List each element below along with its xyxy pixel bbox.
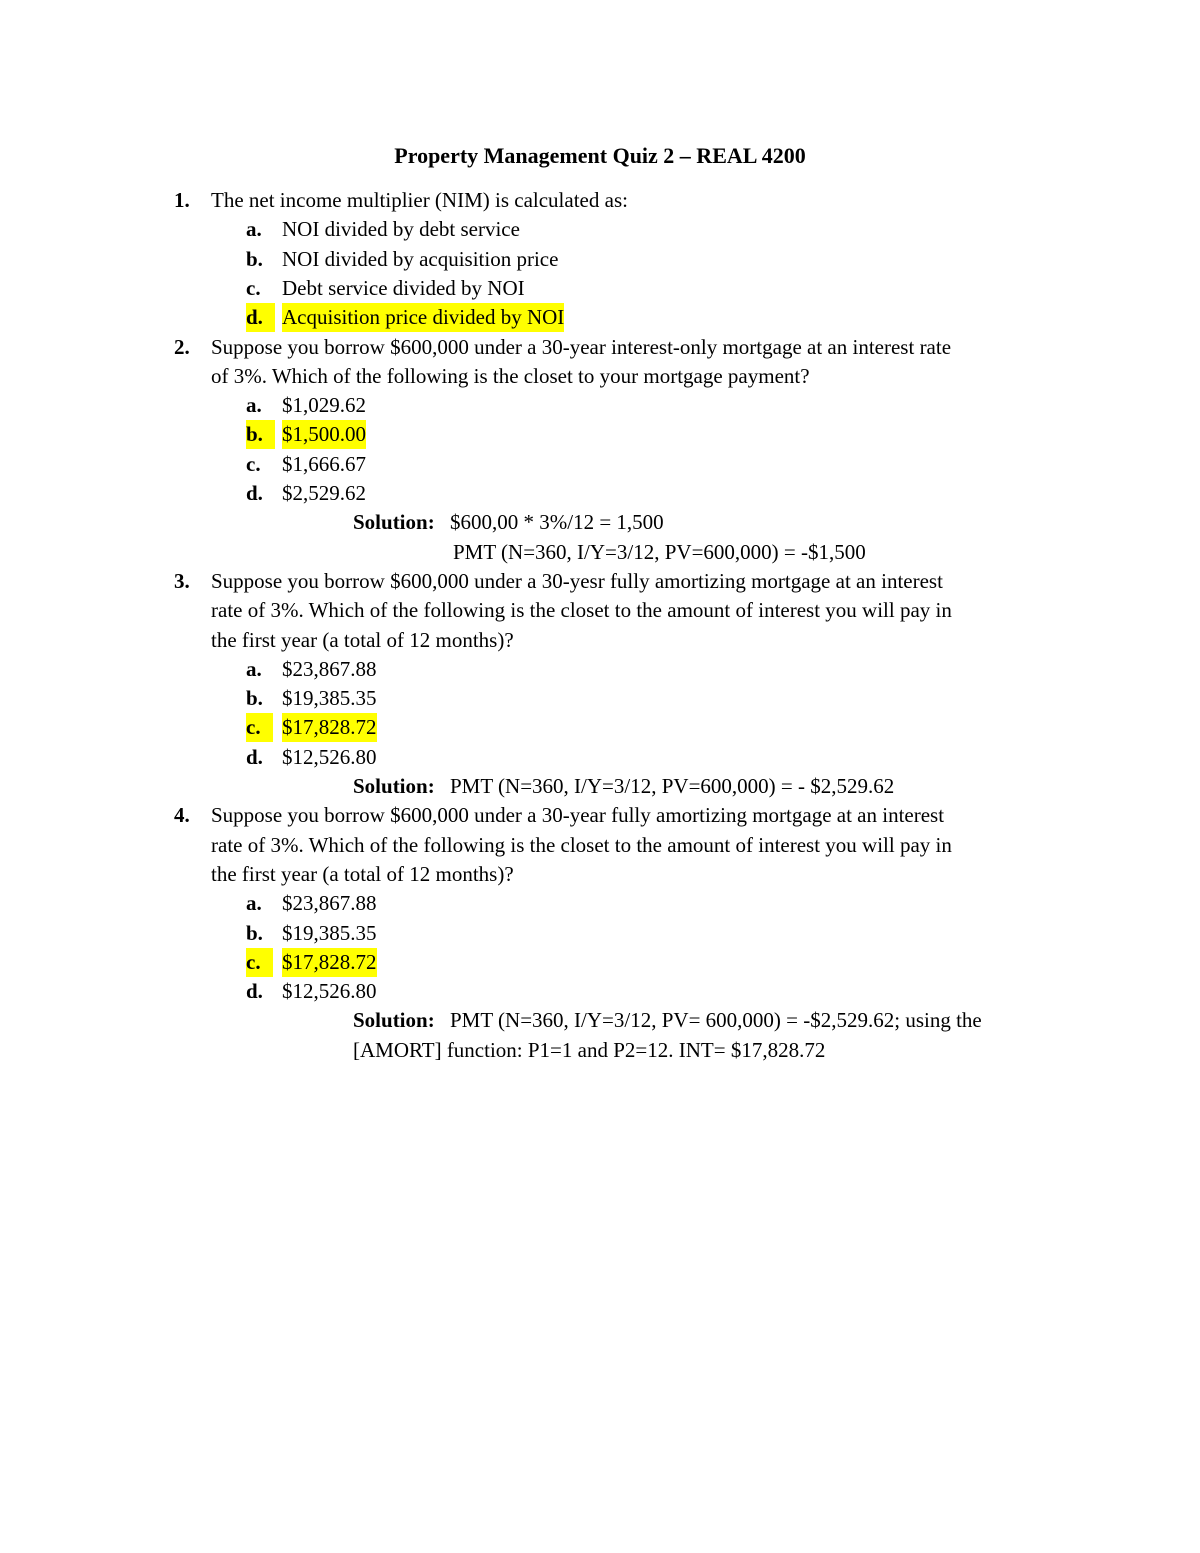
answer-option xyxy=(0,889,1200,918)
answer-option xyxy=(0,450,1200,479)
question-number: 3. xyxy=(174,568,190,593)
option-text: $1,029.62 xyxy=(282,393,366,418)
question-text: the first year (a total of 12 months)? xyxy=(211,861,514,886)
answer-option-correct xyxy=(0,303,1200,332)
page-title: Property Management Quiz 2 – REAL 4200 xyxy=(394,143,806,168)
option-letter: c. xyxy=(246,451,261,476)
answer-option xyxy=(0,655,1200,684)
solution-line xyxy=(0,508,1200,537)
option-text: $1,666.67 xyxy=(282,451,366,476)
question-text: of 3%. Which of the following is the closet to your mortgage payment? xyxy=(211,363,810,388)
question-3-line xyxy=(0,596,1200,625)
option-text: NOI divided by acquisition price xyxy=(282,246,559,271)
option-text: $19,385.35 xyxy=(282,920,377,945)
option-text: Debt service divided by NOI xyxy=(282,275,525,300)
question-4-line xyxy=(0,860,1200,889)
solution-line xyxy=(0,1006,1200,1035)
option-text: NOI divided by debt service xyxy=(282,217,520,242)
answer-option-correct xyxy=(0,713,1200,742)
solution-line xyxy=(0,772,1200,801)
answer-option xyxy=(0,391,1200,420)
option-letter: b. xyxy=(246,686,263,711)
option-letter: d. xyxy=(246,481,263,505)
solution-text: PMT (N=360, I/Y=3/12, PV=600,000) = -$1,500 xyxy=(453,539,866,564)
option-text: $17,828.72 xyxy=(282,948,377,977)
solution-label: Solution: xyxy=(353,1008,435,1033)
question-2-line xyxy=(0,333,1200,362)
option-letter: d. xyxy=(246,744,263,769)
question-number: 4. xyxy=(174,803,190,828)
solution-label: Solution: xyxy=(353,510,435,535)
option-text: $12,526.80 xyxy=(282,979,377,1004)
answer-option xyxy=(0,245,1200,274)
option-letter: b. xyxy=(246,420,275,449)
option-letter: b. xyxy=(246,246,263,271)
option-text: $1,500.00 xyxy=(282,420,366,449)
option-letter: c. xyxy=(246,948,273,977)
answer-option-correct xyxy=(0,420,1200,449)
option-letter: a. xyxy=(246,393,262,418)
answer-option xyxy=(0,684,1200,713)
option-text: $19,385.35 xyxy=(282,686,377,711)
answer-option xyxy=(0,215,1200,244)
solution-text: $600,00 * 3%/12 = 1,500 xyxy=(450,510,664,535)
option-text: $2,529.62 xyxy=(282,481,366,505)
option-letter: a. xyxy=(246,217,262,242)
answer-option-correct xyxy=(0,948,1200,977)
question-3-line xyxy=(0,626,1200,655)
option-letter: a. xyxy=(246,656,262,681)
question-2-line xyxy=(0,362,1200,391)
question-3-line xyxy=(0,567,1200,596)
option-letter: d. xyxy=(246,979,263,1004)
option-letter: b. xyxy=(246,920,263,945)
question-text: The net income multiplier (NIM) is calculated as: xyxy=(211,188,628,212)
solution-text: [AMORT] function: P1=1 and P2=12. INT= $17,828.72 xyxy=(353,1037,826,1062)
question-text: Suppose you borrow $600,000 under a 30-yesr fully amortizing mortgage at an interest xyxy=(211,568,943,593)
question-4-line xyxy=(0,801,1200,830)
question-1-line xyxy=(0,186,1200,215)
question-text: rate of 3%. Which of the following is the closet to the amount of interest you will pay in xyxy=(211,598,952,623)
answer-option xyxy=(0,479,1200,508)
solution-label: Solution: xyxy=(353,774,435,798)
option-text: $23,867.88 xyxy=(282,891,377,916)
question-4-line xyxy=(0,831,1200,860)
option-letter: a. xyxy=(246,891,262,916)
option-text: $17,828.72 xyxy=(282,713,377,742)
question-text: rate of 3%. Which of the following is the closet to the amount of interest you will pay in xyxy=(211,832,952,857)
answer-option xyxy=(0,274,1200,303)
option-letter: c. xyxy=(246,713,273,742)
option-text: $12,526.80 xyxy=(282,744,377,769)
question-number: 1. xyxy=(174,188,190,212)
option-text: Acquisition price divided by NOI xyxy=(282,303,564,332)
answer-option xyxy=(0,977,1200,1006)
question-text: the first year (a total of 12 months)? xyxy=(211,627,514,652)
question-number: 2. xyxy=(174,334,190,359)
solution-text: PMT (N=360, I/Y=3/12, PV=600,000) = - $2,529.62 xyxy=(450,774,895,798)
solution-text: PMT (N=360, I/Y=3/12, PV= 600,000) = -$2,529.62; using the xyxy=(450,1008,982,1033)
answer-option xyxy=(0,919,1200,948)
solution-line xyxy=(0,538,1200,567)
question-text: Suppose you borrow $600,000 under a 30-year fully amortizing mortgage at an interest xyxy=(211,803,945,828)
option-text: $23,867.88 xyxy=(282,656,377,681)
option-letter: d. xyxy=(246,303,275,332)
solution-line xyxy=(0,1036,1200,1065)
answer-option xyxy=(0,743,1200,772)
question-text: Suppose you borrow $600,000 under a 30-year interest-only mortgage at an interest rate xyxy=(211,334,952,359)
option-letter: c. xyxy=(246,275,261,300)
